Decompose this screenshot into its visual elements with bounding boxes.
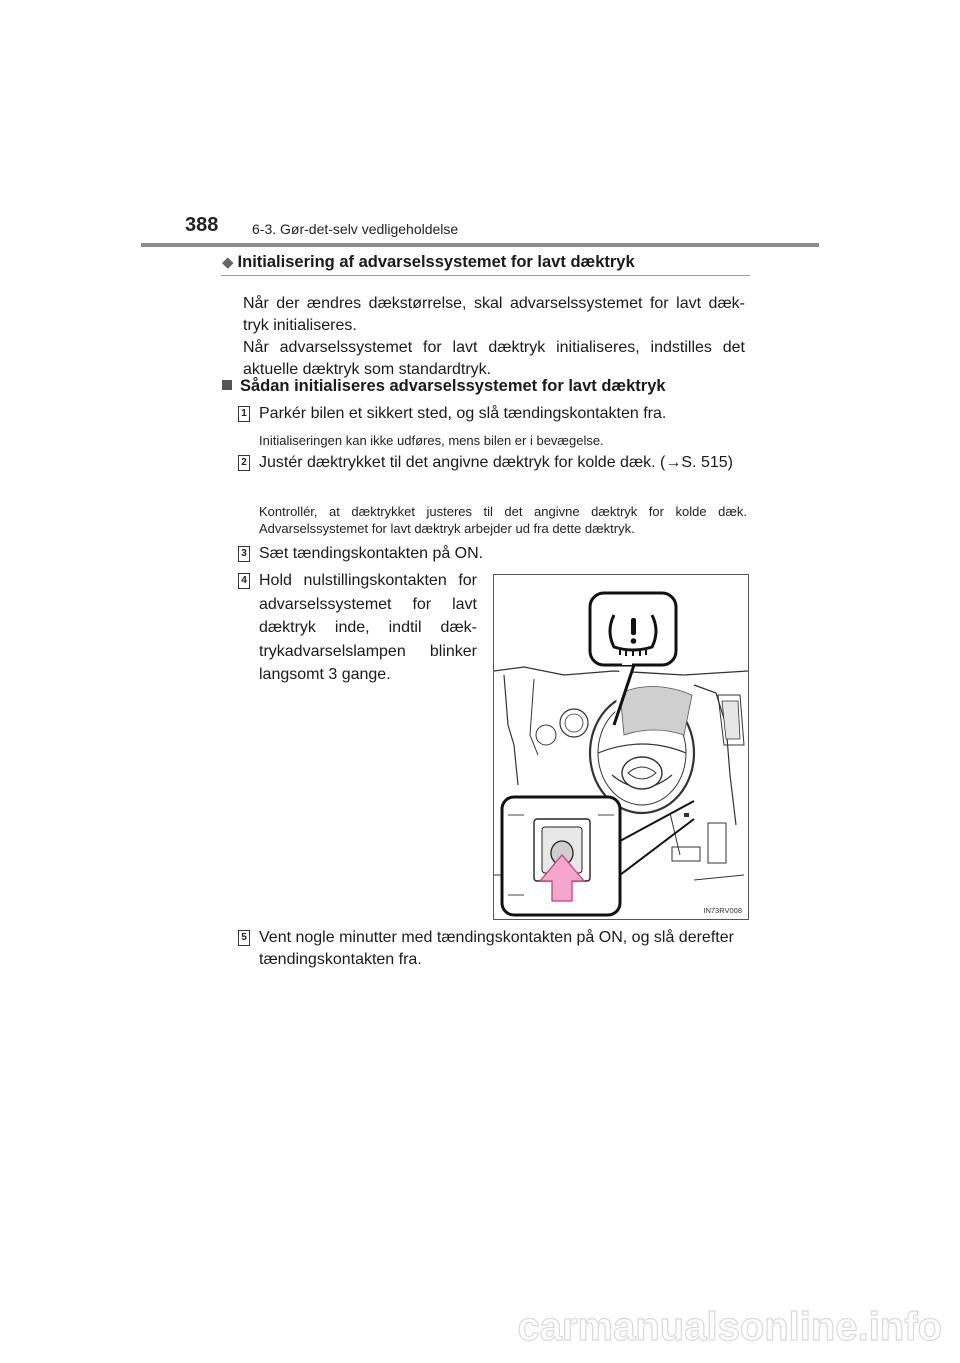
step-3-text: Sæt tændingskontakten på ON. [259,545,484,562]
page-number: 388 [185,214,219,236]
procedure-heading [222,377,666,396]
step-1-text: Parkér bilen et sikkert sted, og slå tændingskontakten fra. [259,405,667,422]
watermark-logo [0,1294,960,1358]
diamond-bullet-icon: ◆ [222,254,234,271]
step-number-2: 2 [238,455,250,471]
heading-underline [221,275,750,276]
intro-line-2: Når advarselssystemet for lavt dæktryk initialiseres, indstilles det aktuelle dæktryk som standardtryk. [243,339,745,378]
step-number-3: 3 [238,546,250,562]
step-number-1: 1 [238,406,250,422]
step-1-note: Initialiseringen kan ikke udføres, mens bilen er i bevægelse. [259,433,604,448]
dashboard-drawing [494,575,748,919]
step-4-text: Hold nulstillingskontakten for advarselssystemet for lavt dæktryk inde, indtil dæk-trykadvarselslampen blinker langsomt 3 gange. [259,572,477,683]
step-2-text: Justér dæktrykket til det angivne dæktryk for kolde dæk. (→S. 515) [259,454,733,471]
dashboard-illustration [493,574,749,920]
section-heading [222,253,635,272]
step-2-note: Kontrollér, at dæktrykket justeres til det angivne dæktryk for kolde dæk. Advarselssystemet for lavt dæktryk arbejder ud fra dette dæktryk. [259,504,747,536]
square-bullet-icon [222,380,232,390]
step-5-text: Vent nogle minutter med tændingskontakten på ON, og slå derefter tændingskontakten fra. [259,929,734,968]
section-heading-text: Initialisering af advarselssystemet for lavt dæktryk [237,253,635,271]
step-number-5: 5 [238,930,250,946]
header-divider [141,243,819,247]
procedure-heading-text: Sådan initialiseres advarselssystemet for lavt dæktryk [240,377,666,395]
step-number-4: 4 [238,573,250,589]
section-title: 6-3. Gør-det-selv vedligeholdelse [252,221,459,237]
intro-paragraph [243,293,745,381]
intro-line-1: Når der ændres dækstørrelse, skal advarselssystemet for lavt dæk-tryk initialiseres. [243,295,745,334]
watermark-text: carmanualsonline.info [517,1305,942,1349]
illustration-code: IN73RV008 [703,906,742,915]
watermark [0,1294,960,1358]
